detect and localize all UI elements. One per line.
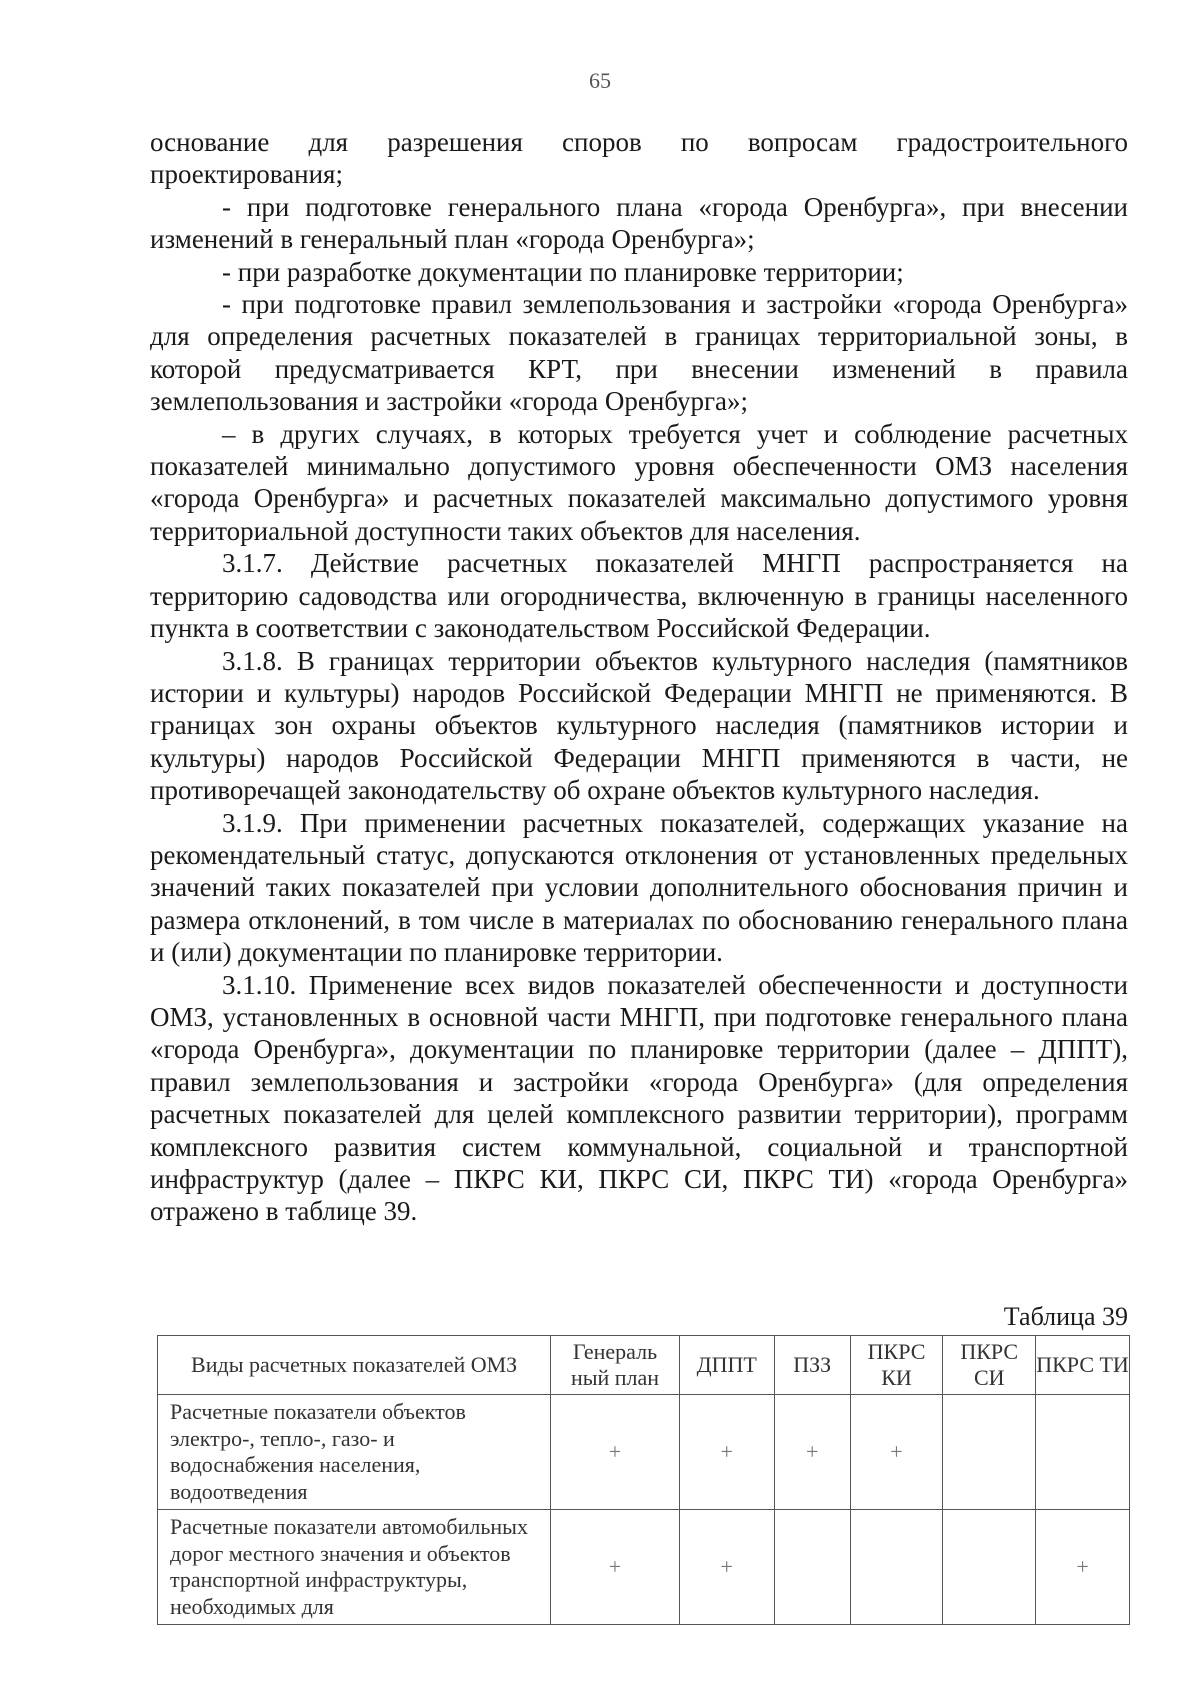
column-header: ПКРС СИ xyxy=(943,1336,1036,1395)
table-cell: + xyxy=(679,1510,774,1625)
paragraph: 3.1.9. При применении расчетных показателей, содержащих указание на рекомендательный статус, допускаются отклонения от установленных предельных значений таких показателей при условии дополнительного обоснования причин и размера отклонений, в том числе в материалах по обоснованию генерального плана и (или) документации по планировке территории. xyxy=(150,807,1128,968)
row-label: Расчетные показатели объектов электро-, тепло-, газо- и водоснабжения населения, водоотведения xyxy=(158,1395,551,1510)
table-cell: + xyxy=(679,1395,774,1510)
column-header: ДППТ xyxy=(679,1336,774,1395)
table-cell: + xyxy=(774,1395,850,1510)
paragraph: 3.1.8. В границах территории объектов культурного наследия (памятников истории и культуры) народов Российской Федерации МНГП не применяются. В границах зон охраны объектов культурного наследия (памятников истории и культуры) народов Российской Федерации МНГП применяются в части, не противоречащей законодательству об охране объектов культурного наследия. xyxy=(150,645,1128,806)
column-header: ПКРС ТИ xyxy=(1036,1336,1130,1395)
column-header: ПКРС КИ xyxy=(850,1336,943,1395)
paragraph: - при подготовке генерального плана «города Оренбурга», при внесении изменений в генеральный план «города Оренбурга»; xyxy=(150,191,1128,255)
column-header: Генераль ный план xyxy=(551,1336,679,1395)
paragraph: 3.1.7. Действие расчетных показателей МНГП распространяется на территорию садоводства или огородничества, включенную в границы населенного пункта в соответствии с законодательством Российской Федерации. xyxy=(150,548,1128,644)
column-header: ПЗЗ xyxy=(774,1336,850,1395)
page-number: 65 xyxy=(589,68,611,93)
paragraph: 3.1.10. Применение всех видов показателей обеспеченности и доступности ОМЗ, установленных в основной части МНГП, при подготовке генерального плана «города Оренбурга», документации по планировке территории (далее – ДППТ), правил землепользования и застройки «города Оренбурга» (для определения расчетных показателей для целей комплексного развитии территории), программ комплексного развития систем коммунальной, социальной и транспортной инфраструктур (далее – ПКРС КИ, ПКРС СИ, ПКРС ТИ) «города Оренбурга» отражено в таблице 39. xyxy=(150,969,1128,1227)
table-cell: + xyxy=(551,1395,679,1510)
body-text xyxy=(150,126,1128,1228)
table-cell: + xyxy=(1036,1510,1130,1625)
column-header: Виды расчетных показателей ОМЗ xyxy=(158,1336,551,1395)
row-label: Расчетные показатели автомобильных дорог местного значения и объектов транспортной инфраструктуры, необходимых для xyxy=(158,1510,551,1625)
paragraph: - при разработке документации по планировке территории; xyxy=(222,256,904,287)
paragraph: основание для разрешения споров по вопросам градостроительного проектирования; xyxy=(150,127,1128,190)
table-cell xyxy=(943,1510,1036,1625)
table-row xyxy=(158,1395,1130,1510)
table-cell xyxy=(774,1510,850,1625)
table-cell xyxy=(943,1395,1036,1510)
table-cell xyxy=(850,1510,943,1625)
table-header-row xyxy=(158,1336,1130,1395)
table-cell: + xyxy=(551,1510,679,1625)
table-row xyxy=(158,1510,1130,1625)
paragraph: – в других случаях, в которых требуется учет и соблюдение расчетных показателей минимально допустимого уровня обеспеченности ОМЗ населения «города Оренбурга» и расчетных показателей максимально допустимого уровня территориальной доступности таких объектов для населения. xyxy=(150,418,1128,546)
table-cell xyxy=(1036,1395,1130,1510)
table-caption: Таблица 39 xyxy=(1003,1302,1128,1331)
paragraph: - при подготовке правил землепользования и застройки «города Оренбурга» для определения расчетных показателей в границах территориальной зоны, в которой предусматривается КРТ, при внесении изменений в правила землепользования и застройки «города Оренбурга»; xyxy=(150,289,1128,417)
table-cell: + xyxy=(850,1395,943,1510)
indicators-table xyxy=(157,1335,1130,1625)
